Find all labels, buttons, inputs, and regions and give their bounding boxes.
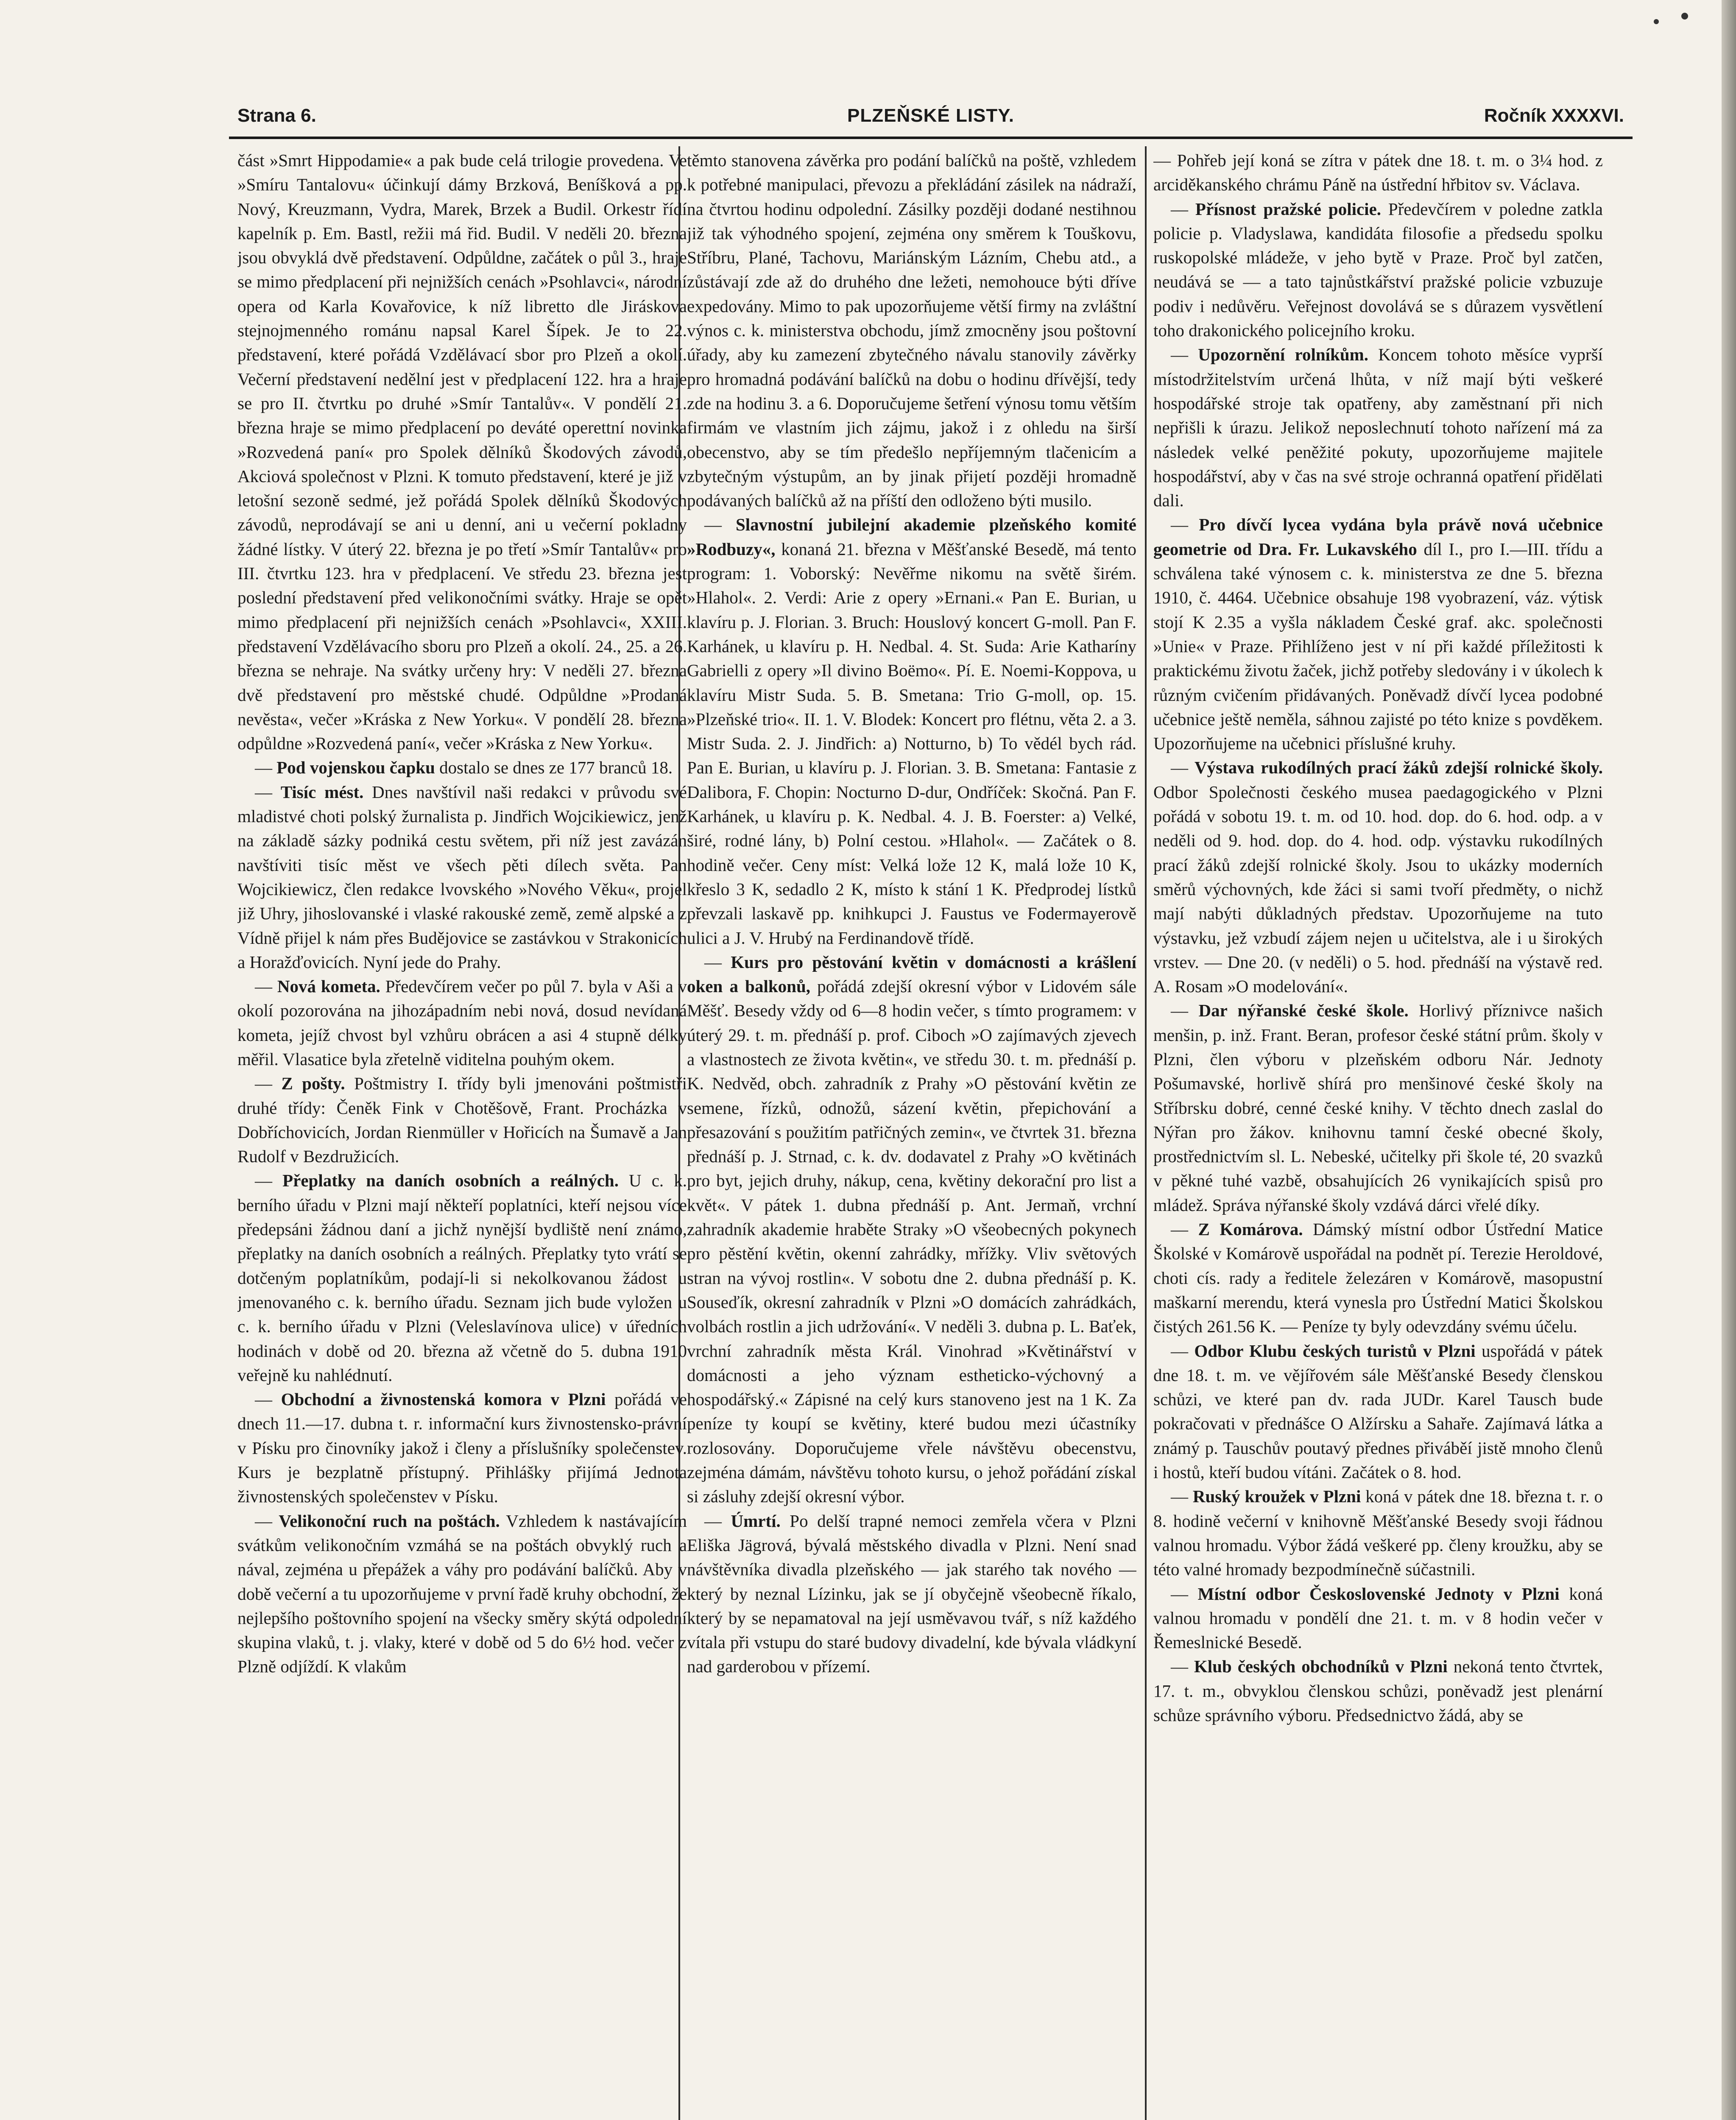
article-dash: — (1153, 515, 1199, 535)
article-text: uspořádá v pátek dne 18. t. m. ve vějířovém sále Měšťanské Besedy členskou schůzi, ve které pan dv. rada JUDr. Karel Tausch bude pokračovati v přednášce O Alžírsku a Sahaře. Zajímavá látka a známý p. Tauschův poutavý přednes přiváběí jistě mnoho členů i hostů, kteří budou vítáni. Začátek o 8. hod. (1153, 1341, 1603, 1482)
article-title: Velikonoční ruch na poštách. (279, 1511, 500, 1531)
article-paragraph (687, 1509, 1136, 1679)
article-paragraph (1153, 343, 1603, 513)
article-paragraph (1153, 148, 1603, 197)
column-divider (1145, 146, 1147, 2120)
article-paragraph (237, 780, 687, 974)
article-paragraph (237, 1071, 687, 1169)
article-text: Odbor Společnosti českého musea paedagogického v Plzni pořádá v sobotu 19. t. m. od 10. hod. dop. do 6. hod. odp. a v neděli od 9. hod. dop. do 4. hod. odp. výstavku rukodílných prací žáků zdejší rolnické školy. Jsou to ukázky moderních směrů výchovných, kde žáci si sami tvoří předměty, o nichž mají nabýti důkladných představ. Upozorňujeme na tuto výstavku, jež vzbudí zájem nejen u učitelstva, ale i u širokých vrstev. — Dne 20. (v neděli) o 5. hod. přednáší na výstavě red. A. Rosam »O modelování«. (1153, 782, 1603, 996)
header-rule (229, 137, 1633, 139)
article-text: koná v pátek dne 18. března t. r. o 8. hodině večerní v knihovně Měšťanské Besedy svoji řádnou valnou hromadu. Výbor žádá veškeré pp. členy kroužku, aby se této valné hromady bezpodmínečně súčastnili. (1153, 1487, 1603, 1579)
scan-speck (1654, 19, 1659, 24)
article-text: Koncem tohoto měsíce vyprší místodržitelstvím určená lhůta, v níž mají býti veškeré hospodářské stroje tak opatřeny, aby zaměstnaní při nich nepřišli k úrazu. Jelikož neposlechnutí tohoto nařízení má za následek velké peněžité pokuty, upozorňujeme majitele hospodářství, aby v čas na své stroje ochranná opatření přidělati dali. (1153, 345, 1603, 510)
article-text: díl I., pro I.—III. třídu a schválena také výnosem c. k. ministerstva ze dne 5. března 1910, č. 4464. Učebnice obsahuje 198 vyobrazení, váz. výtisk stojí K 2.35 a vyšla nákladem České graf. akc. společnosti »Unie« v Praze. Přihlíženo jest v ní při každé příležitosti k praktickému životu žaček, jichž potřeby sledovány i v úkolech k různým cvičením přidávaných. Poněvadž dívčí lycea podobné učebnice ještě neměla, sáhnou zajisté po této knize s povděkem. Upozorňujeme na učebnici příslušné kruhy. (1153, 539, 1603, 753)
article-dash: — (237, 1511, 279, 1531)
article-column-2 (687, 148, 1136, 2120)
article-title: Pod vojenskou čapku (276, 758, 435, 778)
article-paragraph (1153, 513, 1603, 756)
article-title: Tisíc mést. (280, 782, 364, 802)
article-text: koná valnou hromadu v pondělí dne 21. t. m. v 8 hodin večer v Řemeslnické Besedě. (1153, 1584, 1603, 1652)
article-title: Z pošty. (281, 1074, 345, 1093)
article-dash: — (687, 1511, 731, 1531)
article-paragraph (1153, 1654, 1603, 1727)
article-title: Odbor Klubu českých turistů v Plzni (1194, 1341, 1476, 1361)
article-dash: — (1153, 199, 1195, 219)
article-paragraph (1153, 999, 1603, 1217)
article-paragraph (1153, 1217, 1603, 1339)
article-text: U c. k. berního úřadu v Plzni mají někteří poplatníci, kteří nejsou více předepsáni žádnou daní a jichž nynější bydliště není známo, přeplatky na daních osobních a reálných. Přeplatky tyto vrátí se dotčeným poplatníkům, podají-li si nekolkovanou žádost u jmenovaného c. k. berního úřadu. Seznam jich bude vyložen u c. k. berního úřadu v Plzni (Veleslavínova ulice) v úředních hodinách v době od 20. března až včetně do 5. dubna 1910 veřejně ku nahlédnutí. (237, 1171, 687, 1385)
article-column-3 (1153, 148, 1603, 2120)
article-dash: — (1153, 1219, 1198, 1239)
article-dash: — (1153, 758, 1195, 778)
masthead-title: PLZEŇSKÉ LISTY. (847, 105, 1014, 126)
article-paragraph (1153, 1582, 1603, 1655)
article-paragraph (237, 1387, 687, 1509)
article-title: Z Komárova. (1198, 1219, 1303, 1239)
article-paragraph (687, 148, 1136, 513)
article-text: dostalo se dnes ze 177 branců 18. (435, 758, 673, 778)
scan-speck (1681, 13, 1688, 20)
article-dash: — (687, 952, 731, 972)
article-title: Nová kometa. (277, 976, 380, 996)
article-text: Poštmistry I. třídy byli jmenováni poštmistři druhé třídy: Čeněk Fink v Chotěšově, Frant. Procházka v Dobříchovicích, Jordan Rienmüller v Hořicích na Šumavě a Jan Rudolf v Bezdružicích. (237, 1074, 687, 1166)
article-text: Předevčírem v poledne zatkla policie p. Vladyslawa, kandidáta filosofie a předsedu spolku ruskopolské mládeže, v jeho bytě v Praze. Proč byl zatčen, neudává se — a tato tajnůstkářství pražské policie vzbuzuje podiv i nedůvěru. Veřejnost dovolává se s důrazem vysvětlení toho drakonického policejního kroku. (1153, 199, 1603, 340)
article-dash: — (237, 976, 277, 996)
article-dash: — (1153, 1341, 1195, 1361)
article-title: Místní odbor Československé Jednoty v Plzni (1197, 1584, 1560, 1604)
article-title: Kurs pro pěstování květin v domácnosti a krášlení oken a balkonů, (687, 952, 1136, 996)
article-title: Ruský kroužek v Plzni (1192, 1487, 1361, 1506)
article-title: Klub českých obchodníků v Plzni (1194, 1657, 1448, 1676)
article-title: Obchodní a živnostenská komora v Plzni (281, 1389, 606, 1409)
article-dash: — (687, 515, 736, 535)
article-text: Po delší trapné nemoci zemřela včera v Plzni Eliška Jägrová, bývalá městského divadla v Plzni. Není snad návštěvníka divadla plzeňského — jak starého tak nového — který by neznal Lízinku, jak se jí obyčejně všeobecně říkalo, který by se nepamatoval na její usměvavou tvář, s níž každého vítala při vstupu do staré budovy divadelní, kde bývala vládkyní nad garderobou v přízemí. (687, 1511, 1136, 1676)
article-text: konaná 21. března v Měšťanské Besedě, má tento program: 1. Voborský: Nevěřme nikomu na světě širém. »Hlahol«. 2. Verdi: Arie z opery »Ernani.« Pan E. Burian, u klavíru p. J. Florian. 3. Bruch: Houslový koncert G-moll. Pan F. Karhánek, u klavíru p. H. Nedbal. 4. St. Suda: Arie Katharíny Gabrielli z opery »Il divino Boëmo«. Pí. E. Noemi-Koppova, u klavíru Mistr Suda. 5. B. Smetana: Trio G-moll, op. 15. »Plzeňské trio«. II. 1. V. Blodek: Koncert pro flétnu, věta 2. a 3. Mistr Suda. 2. J. Jindřich: a) Notturno, b) To vědél bych rád. Pan E. Burian, u klavíru p. J. Florian. 3. B. Smetana: Fantasie z Dalibora, F. Chopin: Nocturno D-dur, Ondříček: Skočná. Pan F. Karhánek, u klavíru p. K. Nedbal. 4. J. B. Foerster: a) Velké, širé, rodné lány, b) Polní cestou. »Hlahol«. — Začátek o 8. hodině večer. Ceny míst: Velká lože 12 K, malá lože 10 K, křeslo 3 K, sedadlo 2 K, místo k stání 1 K. Předprodej lístků převzali laskavě pp. knihkupci J. Faustus ve Fodermayerově ulici a J. V. Hrubý na Ferdinandově třídě. (687, 539, 1136, 948)
article-dash: — (1153, 1657, 1194, 1676)
article-dash: — (237, 1171, 283, 1191)
article-title: Přísnost pražské policie. (1195, 199, 1382, 219)
article-paragraph (1153, 1339, 1603, 1485)
article-text: pořádá ve dnech 11.—17. dubna t. r. informační kurs živnostensko-právní v Písku pro činovníky jakož i členy a příslušníky společenstev. Kurs je bezplatně přístupný. Přihlášky přijímá Jednota živnostenských společenstev v Písku. (237, 1389, 687, 1506)
article-paragraph (1153, 1484, 1603, 1582)
article-paragraph (237, 974, 687, 1071)
page-edge-shadow (1722, 0, 1736, 2120)
article-column-1 (237, 148, 687, 2120)
article-text: Dnes navštívil naši redakci v průvodu své mladistvé choti polský žurnalista p. Jindřich Wojcikiewicz, jenž na základě sázky podniká cestu světem, při níž jest zavázán navštíviti tisíc měst ve všech pěti dílech světa. Pan Wojcikiewicz, člen redakce lvovského »Nového Věku«, projel již Uhry, jihoslovanské i vlaské rakouské země, země alpské a z Vídně přijel k nám přes Budějovice se zastávkou v Strakonicích a Horažďovicích. Nyní jede do Prahy. (237, 782, 687, 972)
article-title: Dar nýřanské české škole. (1198, 1001, 1409, 1021)
article-paragraph (237, 1509, 687, 1679)
article-paragraph (687, 950, 1136, 1509)
article-text: — Pohřeb její koná se zítra v pátek dne 18. t. m. o 3¼ hod. z arciděkanského chrámu Páně na ústřední hřbitov sv. Václava. (1153, 151, 1603, 195)
article-dash: — (237, 782, 281, 802)
article-dash: — (237, 1389, 281, 1409)
article-title: Upozornění rolníkům. (1198, 345, 1369, 365)
volume-number: Ročník XXXXVI. (1484, 105, 1624, 126)
article-paragraph (237, 148, 687, 756)
article-dash: — (237, 758, 277, 778)
article-paragraph (1153, 197, 1603, 343)
article-title: Přeplatky na daních osobních a reálných. (282, 1171, 619, 1191)
article-text: Horlivý příznivce našich menšin, p. inž. Frant. Beran, profesor české státní prům. školy v Plzni, člen výboru v plzeňském odboru Nár. Jednoty Pošumavské, horlivě shírá pro menšinové české školy na Stříbrsku dobré, cenné české knihy. V těchto dnech zaslal do Nýřan pro žákov. knihovnu tamní české obecné školy, prostřednictvím sl. L. Nebeské, učitelky při škole té, 20 svazků v pěkné tuhé vazbě, obsahujících 26 vynikajících spisů pro mládež. Správa nýřanské školy vzdává dárci vřelé díky. (1153, 1001, 1603, 1215)
article-paragraph (237, 756, 687, 780)
page-header (237, 102, 1624, 131)
article-title: Slavnostní jubilejní akademie plzeňského komité »Rodbuzy«, (687, 515, 1136, 559)
article-text: pořádá zdejší okresní výbor v Lidovém sále Měšť. Besedy vždy od 6—8 hodin večer, s tímto programem: v úterý 29. t. m. přednáší p. prof. Ciboch »O zajímavých zjevech a vlastnostech ze života květin«, ve středu 30. t. m. přednáší p. K. Nedvěd, obch. zahradník z Prahy »O pěstování květin ze semene, řízků, odnožů, sázení květin, přepichování a přesazování s použitím patřičných zemin«, ve čtvrtek 31. března přednáší p. J. Strnad, c. k. dv. dodavatel z Prahy »O květinách pro byt, jejich druhy, nákup, cena, květiny dekorační pro list a květ«. V pátek 1. dubna přednáší p. Ant. Jermaň, vrchní zahradník akademie hraběte Straky »O všeobecných pokynech pro pěstění květin, okenní zahrádky, mřížky. Vliv světových stran na vývoj rostlin«. V sobotu dne 2. dubna přednáší p. K. Souseďík, okresní zahradník v Plzni »O domácích zahrádkách, volbách rostlin a jich udržování«. V neděli 3. dubna p. L. Baťek, vrchní zahradník města Král. Vinohrad »Květinářství v domácnosti a jeho význam estheticko-výchovný a hospodářský.« Zápisné na celý kurs stanoveno jest na 1 K. Za peníze ty koupí se květiny, které budou mezi účastníky rozlosovány. Doporučujeme vřele návštěvu obecenstvu, zejména dámám, návštěvu tohoto kursu, o jehož pořádání získal si zásluhy zdejší okresní výbor. (687, 976, 1136, 1506)
article-title: Výstava rukodílných prací žáků zdejší rolnické školy. (1195, 758, 1603, 778)
article-dash: — (1153, 345, 1198, 365)
article-text: nekoná tento čtvrtek, 17. t. m., obvyklou členskou schůzi, poněvadž jest plenární schůze správního výboru. Předsednictvo žádá, aby se (1153, 1657, 1603, 1725)
page-number: Strana 6. (237, 105, 316, 126)
article-text: Předevčírem večer po půl 7. byla v Aši a v okolí pozorována na jihozápadním nebi nová, dosud nevídaná kometa, jejíž chvost byl vzhůru obrácen a asi 4 stupně délky měřil. Vlasatice byla zřetelně viditelna pouhým okem. (237, 976, 687, 1069)
article-dash: — (1153, 1487, 1193, 1506)
article-paragraph (1153, 756, 1603, 999)
article-paragraph (687, 513, 1136, 950)
article-dash: — (1153, 1001, 1199, 1021)
article-dash: — (237, 1074, 282, 1093)
article-title: Úmrtí. (731, 1511, 781, 1531)
article-text: Dámský místní odbor Ústřední Matice Školské v Komárově uspořádal na podnět pí. Terezie Heroldové, choti cís. rady a ředitele železáren v Komárově, masopustní maškarní merendu, která vynesla pro Ústřední Matici Školskou čistých 261.56 K. — Peníze ty byly odevzdány svému účelu. (1153, 1219, 1603, 1336)
article-title: Pro dívčí lycea vydána byla právě nová učebnice geometrie od Dra. Fr. Lukavského (1153, 515, 1603, 559)
article-text: těmto stanovena závěrka pro podání balíčků na poště, vzhledem k potřebné manipulaci, převozu a překládání zásilek na nádraží, na čtvrtou hodinu odpolední. Zásilky později dodané nestihnou již tak výhodného spojení, zejména ony směrem k Touškovu, Stříbru, Plané, Tachovu, Mariánským Lázním, Chebu atd., a zůstávají zde až do druhého dne ležeti, nemohouce býti dříve expedovány. Mimo to pak upozorňujeme větší firmy na zvláštní výnos c. k. ministerstva obchodu, jímž zmocněny jsou poštovní úřady, aby ku zamezení zbytečného návalu stanovily závěrky pro hromadná podávání balíčků na dobu o hodinu dřívější, tedy zde na hodinu 3. a 6. Doporučujeme šetření výnosu tomu větším firmám ve vlastním jich zájmu, jakož i z ohledu na širší obecenstvo, aby se tím předešlo nepříjemným tlačenicím a zbytečným výstupům, an by jinak přijetí později hromadně podávaných balíčků až na příští den odloženo býti musilo. (687, 151, 1136, 510)
article-dash: — (1153, 1584, 1198, 1604)
article-text: část »Smrt Hippodamie« a pak bude celá trilogie provedena. Ve »Smíru Tantalovu« účinkují dámy Brzková, Beníšková a pp. Nový, Kreuzmann, Vydra, Marek, Brzek a Budil. Orkestr řídí kapelník p. Em. Bastl, režii má řid. Budil. V neděli 20. března jsou obvyklá dvě představení. Odpůldne, začátek o půl 3., hraje se mimo předplacení při nejnižších cenách »Psohlavci«, národní opera od Karla Kovařovice, k níž libretto dle Jiráskova stejnojmenného románu napsal Karel Šípek. Je to 22. představení, které pořádá Vzdělávací sbor pro Plzeň a okolí. Večerní představení nedělní jest v předplacení 122. hra a hraje se pro II. čtvrtku po druhé »Smír Tantalův«. V pondělí 21. března hraje se mimo předplacení po deváté operettní novinka »Rozvedená paní« pro Spolek dělníků Škodových závodů, Akciová společnost v Plzni. K tomuto představení, které je již v letošní sezoně sedmé, jež pořádá Spolek dělníků Škodových závodů, neprodávají se ani u denní, ani u večerní pokladny žádné lístky. V úterý 22. března je po třetí »Smír Tantalův« pro III. čtvrtku 123. hra v předplacení. Ve středu 23. března jest poslední představení před velikonočními svátky. Hraje se opět mimo předplacení při nejnižších cenách »Psohlavci«, XXIII. představení Vzdělávacího sboru pro Plzeň a okolí. 24., 25. a 26. března se nehraje. Na svátky určeny hry: V neděli 27. března dvě představení pro městské chudé. Odpůldne »Prodaná nevěsta«, večer »Kráska z New Yorku«. V pondělí 28. března odpůldne »Rozvedená paní«, večer »Kráska z New Yorku«. (237, 151, 687, 753)
article-text: Vzhledem k nastávajícím svátkům velikonočním vzmáhá se na poštách obvyklý ruch a nával, zejména u přepážek a váhy pro podávání balíčků. Aby v době večerní a tu upozorňujeme v první řadě kruhy obchodní, že nejlepšího poštovního spojení na všecky směry skýtá odpolední skupina vlaků, t. j. vlaky, které v době od 5 do 6½ hod. večer z Plzně odjíždí. K vlakům (237, 1511, 687, 1676)
article-paragraph (237, 1169, 687, 1387)
